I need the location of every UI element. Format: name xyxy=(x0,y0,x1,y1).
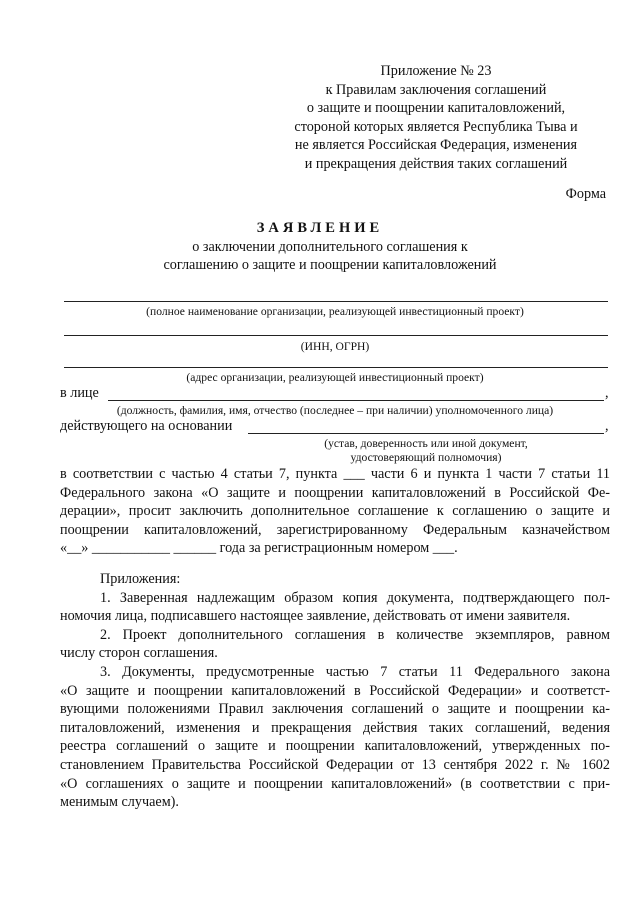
basis-comma: , xyxy=(605,418,609,434)
attachment-item-3-line: питаловложений, изменения и прекращения действия таких соглашений, ведения xyxy=(60,719,610,736)
attachment-item-3-line: «О соглашениях о защите и поощрении капиталовложений» (в соответствии с при- xyxy=(60,775,610,792)
person-label: в лице xyxy=(60,385,99,401)
attachments-section xyxy=(60,570,610,812)
appendix-line: и прекращения действия таких соглашений xyxy=(304,155,568,172)
subtitle-line: соглашению о защите и поощрении капиталовложений xyxy=(163,257,497,273)
form-label: Форма xyxy=(565,186,606,202)
attachment-item-3-line: становлением Правительства Российской Федерации от 13 сентября 2022 г. № 1602 xyxy=(60,756,610,773)
document-subtitle xyxy=(60,238,600,274)
person-comma: , xyxy=(605,385,609,401)
appendix-line: Приложение № 23 xyxy=(380,63,492,79)
appendix-line: не является Российская Федерация, изменения xyxy=(294,137,578,154)
body-line: дерации», просит заключить дополнительное соглашение к соглашению о защите и xyxy=(60,503,610,520)
document-title: ЗАЯВЛЕНИЕ xyxy=(256,220,384,236)
attachment-item-2-line: числу сторон соглашения. xyxy=(60,645,218,662)
inn-caption: (ИНН, ОГРН) xyxy=(300,340,370,353)
body-line: «__» ___________ ______ года за регистрационным номером ___. xyxy=(60,540,458,557)
attachment-item-3-line: менимым случаем). xyxy=(60,794,179,811)
attachment-item-3-line: реестра соглашений о защите и поощрении капиталовложений, утвержденных по- xyxy=(60,738,610,755)
basis-caption xyxy=(248,437,604,465)
attachments-heading: Приложения: xyxy=(100,571,181,587)
appendix-header xyxy=(266,62,606,174)
request-body xyxy=(60,465,610,558)
attachment-item-3-line: «О защите и поощрении капиталовложений в Российской Федерации» и соответст- xyxy=(60,682,610,699)
address-caption: (адрес организации, реализующей инвестиционный проект) xyxy=(186,371,484,384)
appendix-line: о защите и поощрении капиталовложений, xyxy=(306,100,566,117)
attachment-item-3-line: 3. Документы, предусмотренные частью 7 статьи 11 Федерального закона xyxy=(100,663,610,680)
basis-field-line[interactable] xyxy=(248,433,604,434)
subtitle-line: о заключении дополнительного соглашения к xyxy=(192,239,468,255)
appendix-line: стороной которых является Республика Тыва и xyxy=(294,118,578,135)
attachment-item-2-line: 2. Проект дополнительного соглашения в количестве экземпляров, равном xyxy=(100,626,610,643)
person-caption: (должность, фамилия, имя, отчество (последнее – при наличии) уполномоченного лица) xyxy=(116,404,554,417)
attachment-item-1-line: номочия лица, подписавшего настоящее заявление, действовать от имени заявителя. xyxy=(60,608,571,625)
inn-field-line[interactable] xyxy=(64,335,608,336)
org-name-caption: (полное наименование организации, реализующей инвестиционный проект) xyxy=(146,305,524,318)
basis-caption-line: (устав, доверенность или иной документ, xyxy=(324,437,528,450)
org-name-field-line[interactable] xyxy=(64,301,608,302)
address-field-line[interactable] xyxy=(64,367,608,368)
attachment-item-3-line: вующими положениями Правил заключения соглашений о защите и поощрении ка- xyxy=(60,701,610,718)
basis-caption-line: удостоверяющий полномочия) xyxy=(350,451,502,464)
basis-label: действующего на основании xyxy=(60,418,233,434)
attachment-item-1-line: 1. Заверенная надлежащим образом копия документа, подтверждающего пол- xyxy=(100,589,610,606)
body-line: в соответствии с частью 4 статьи 7, пункта ___ части 6 и пункта 1 части 7 статьи 11 xyxy=(60,466,610,482)
body-line: Федерального закона «О защите и поощрении капиталовложений в Российской Фе- xyxy=(60,484,610,501)
appendix-line: к Правилам заключения соглашений xyxy=(325,81,547,98)
body-line: поощрении капиталовложений, зарегистрированному Федеральным казначейством xyxy=(60,521,610,538)
person-field-line[interactable] xyxy=(108,400,604,401)
